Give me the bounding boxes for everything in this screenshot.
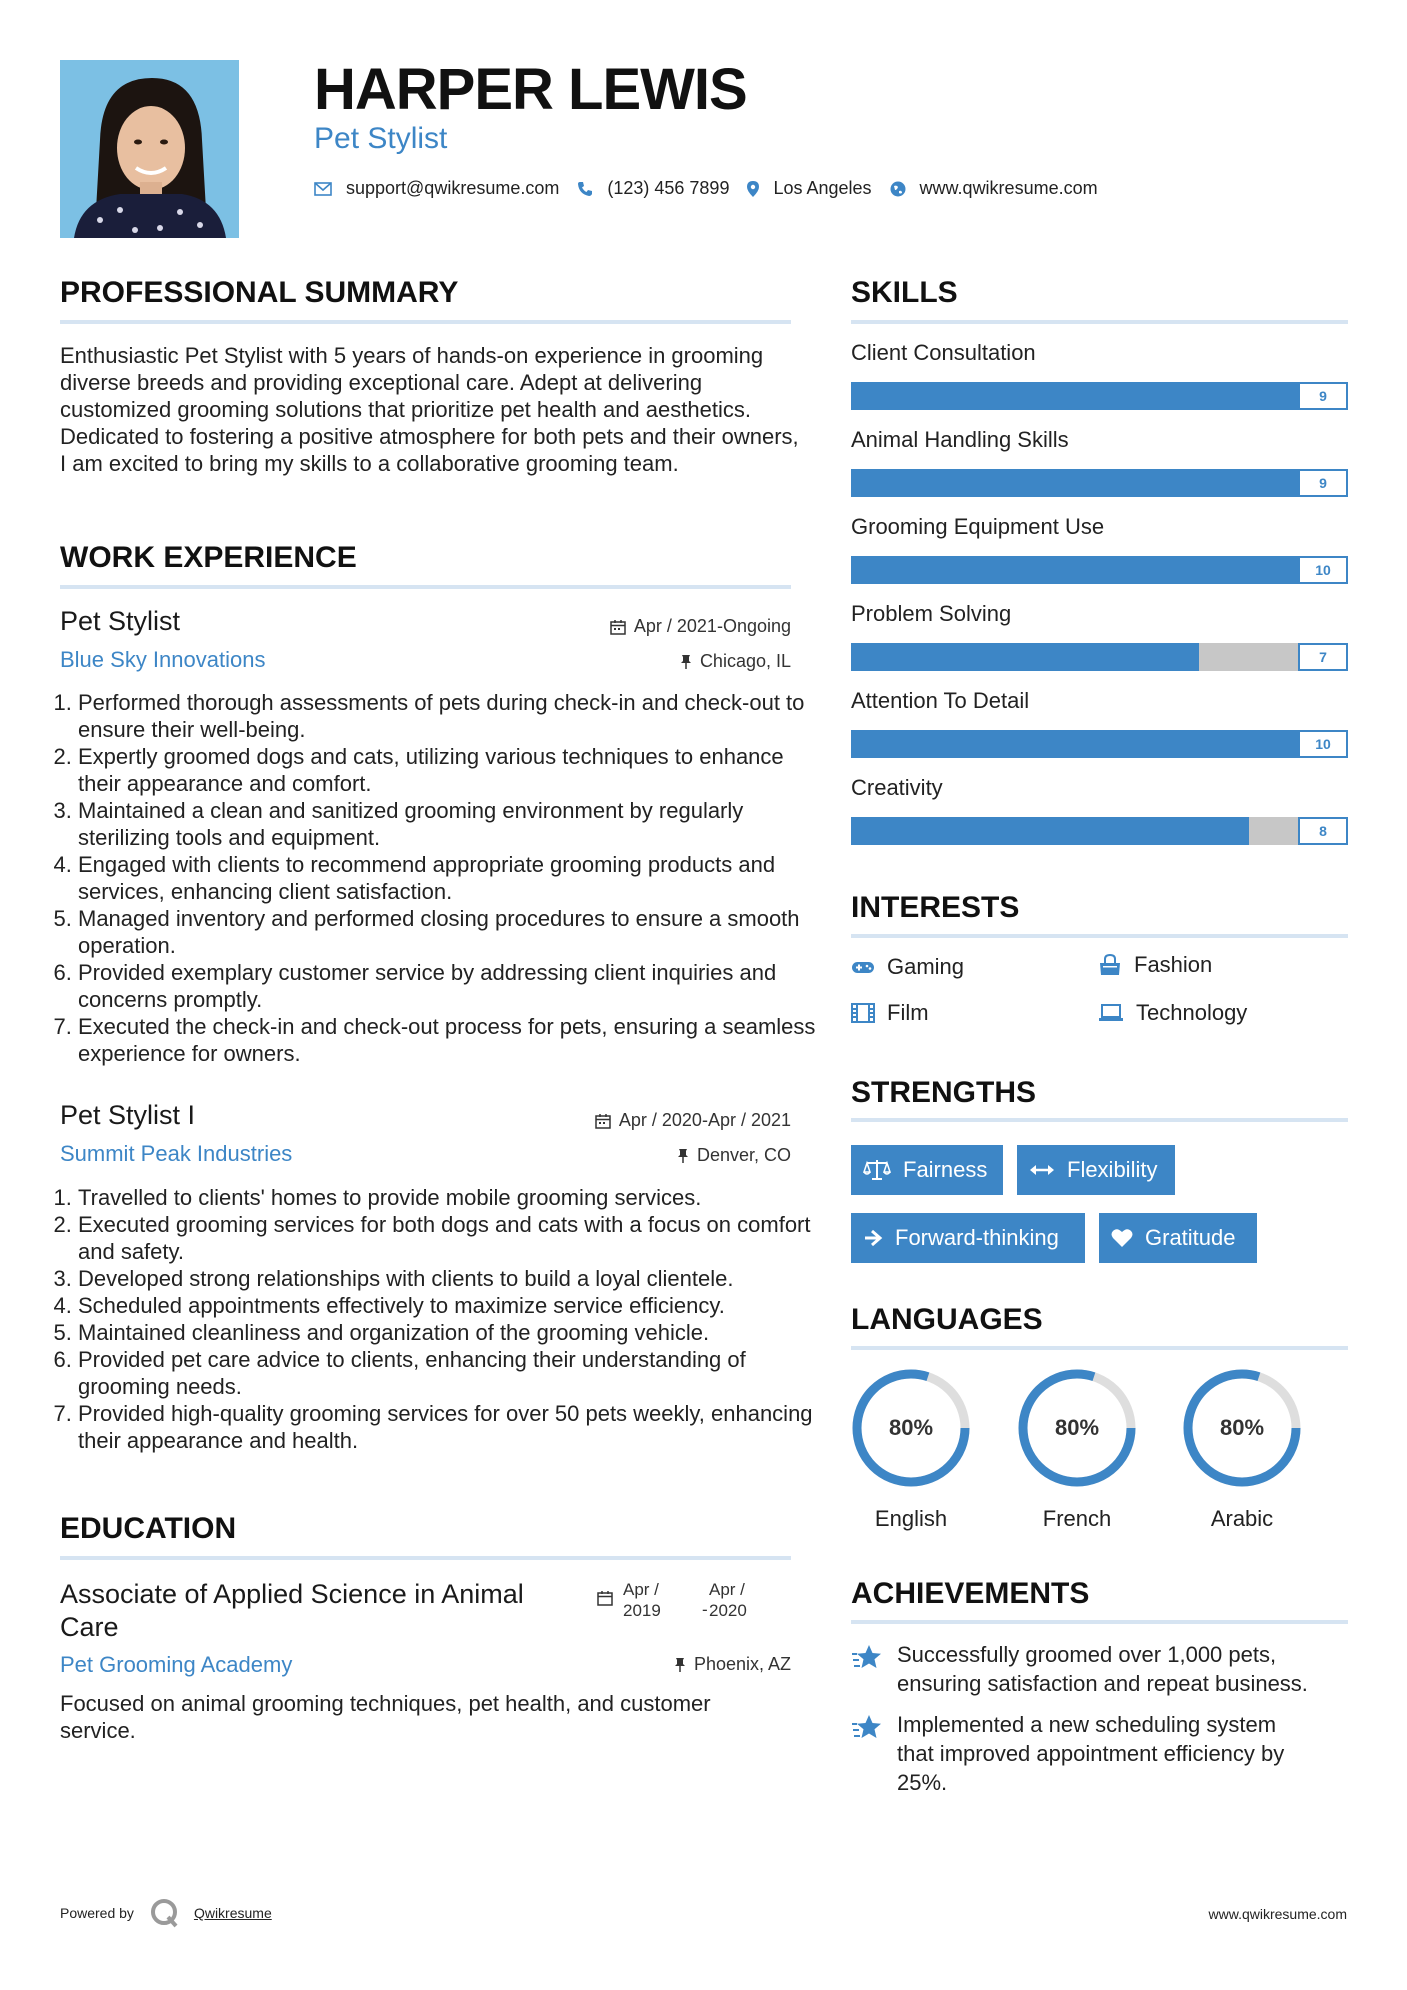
list-item: 4. Engaged with clients to recommend appropriate grooming products and services, enhancing client satisfaction. <box>78 851 823 905</box>
envelope-icon <box>314 182 332 196</box>
experience-heading: WORK EXPERIENCE <box>60 541 357 574</box>
language-item <box>1182 1368 1302 1538</box>
education-location <box>674 1654 791 1675</box>
website-text: www.qwikresume.com <box>919 178 1098 198</box>
education-start-year: 2019 <box>623 1601 661 1620</box>
language-name: English <box>874 1506 948 1531</box>
skill-name: Client Consultation <box>851 340 1036 365</box>
interest-gaming <box>851 954 964 980</box>
job-dates <box>610 616 791 637</box>
email-text: support@qwikresume.com <box>346 178 560 198</box>
job-dates <box>595 1110 791 1131</box>
contact-phone[interactable] <box>577 178 729 199</box>
skill-name: Problem Solving <box>851 601 1012 626</box>
skill-bar-fill <box>851 556 1348 584</box>
gamepad-icon <box>851 959 875 975</box>
heart-icon <box>1111 1228 1133 1248</box>
skills-heading: SKILLS <box>851 276 958 309</box>
skill-bar <box>851 382 1348 410</box>
languages-rule <box>851 1346 1348 1350</box>
achievement-item <box>851 1640 1348 1698</box>
achievement-item <box>851 1710 1311 1797</box>
education-start-month: Apr / <box>623 1580 659 1599</box>
interests-heading: INTERESTS <box>851 891 1020 924</box>
list-item: 3. Developed strong relationships with clients to build a loyal clientele. <box>78 1265 823 1292</box>
job-location-text: Chicago, IL <box>699 651 791 671</box>
interest-label: Film <box>887 1000 929 1025</box>
list-item: 7. Executed the check-in and check-out process for pets, ensuring a seamless experience for owners. <box>78 1013 823 1067</box>
skill-bar-fill <box>851 817 1249 845</box>
contact-location <box>747 178 871 199</box>
skill-bar <box>851 556 1348 584</box>
interest-label: Technology <box>1136 1000 1248 1025</box>
summary-text: Enthusiastic Pet Stylist with 5 years of hands-on experience in grooming diverse breeds and providing exceptional care. Adept at delivering customized grooming solutions that prioritize pet health and aesthetics. Dedicated to fostering a positive atmosphere for both pets and their owners, I am excited to bring my skills to a collaborative grooming team. <box>60 343 799 476</box>
education-end-date <box>709 1579 747 1621</box>
skill-level-badge: 8 <box>1298 817 1348 845</box>
list-item: 5. Maintained cleanliness and organization of the grooming vehicle. <box>78 1319 823 1346</box>
education-end-month: Apr / <box>709 1580 745 1599</box>
interest-label: Gaming <box>887 954 965 979</box>
star-icon <box>851 1644 883 1672</box>
job-dates-text: Apr / 2020-Apr / 2021 <box>618 1110 791 1130</box>
globe-icon <box>890 181 906 197</box>
strength-fairness <box>851 1145 1003 1195</box>
languages-heading: LANGUAGES <box>851 1303 1043 1336</box>
skill-bar <box>851 469 1348 497</box>
list-item: 6. Provided pet care advice to clients, enhancing their understanding of grooming needs. <box>78 1346 823 1400</box>
list-item: 7. Provided high-quality grooming services for over 50 pets weekly, enhancing their appearance and health. <box>78 1400 823 1454</box>
skill-bar-fill <box>851 382 1298 410</box>
powered-by-label: Powered by <box>60 1905 134 1921</box>
job-location <box>680 651 791 672</box>
laptop-icon <box>1098 1004 1124 1022</box>
strength-label: Fairness <box>903 1157 988 1182</box>
list-item: 4. Scheduled appointments effectively to maximize service efficiency. <box>78 1292 823 1319</box>
calendar-icon <box>595 1113 611 1129</box>
list-item: 1. Performed thorough assessments of pets during check-in and check-out to ensure their well-being. <box>78 689 823 743</box>
phone-text: (123) 456 7899 <box>607 178 730 198</box>
qwikresume-logo-icon <box>148 1898 182 1928</box>
interest-technology <box>1098 1000 1247 1026</box>
candidate-name: HARPER LEWIS <box>314 57 747 122</box>
star-icon <box>851 1714 883 1742</box>
education-start-date <box>623 1579 661 1621</box>
calendar-icon <box>610 619 626 635</box>
job-title: Pet Stylist <box>60 606 181 636</box>
interests-rule <box>851 934 1348 938</box>
summary-heading: PROFESSIONAL SUMMARY <box>60 276 459 309</box>
contact-website[interactable] <box>890 178 1098 199</box>
education-end-year: 2020 <box>709 1601 747 1620</box>
film-icon <box>851 1003 875 1023</box>
summary-rule <box>60 320 791 324</box>
pushpin-icon <box>674 1657 686 1673</box>
map-pin-icon <box>747 181 759 197</box>
phone-icon <box>577 181 593 197</box>
list-item: 2. Expertly groomed dogs and cats, utilizing various techniques to enhance their appearance and comfort. <box>78 743 823 797</box>
language-item <box>1017 1368 1137 1538</box>
list-item: 6. Provided exemplary customer service by addressing client inquiries and concerns promptly. <box>78 959 823 1013</box>
arrow-right-icon <box>863 1229 883 1247</box>
education-location-text: Phoenix, AZ <box>693 1654 791 1674</box>
language-percent: 80% <box>1219 1415 1265 1440</box>
strengths-heading: STRENGTHS <box>851 1076 1037 1109</box>
job-title: Pet Stylist I <box>60 1100 196 1130</box>
strength-label: Gratitude <box>1145 1225 1236 1250</box>
job-location-text: Denver, CO <box>696 1145 791 1165</box>
strengths-rule <box>851 1118 1348 1122</box>
skill-bar-fill <box>851 643 1199 671</box>
list-item: 3. Maintained a clean and sanitized grooming environment by regularly sterilizing tools and equipment. <box>78 797 823 851</box>
profile-photo <box>60 60 239 238</box>
list-item: 2. Executed grooming services for both dogs and cats with a focus on comfort and safety. <box>78 1211 823 1265</box>
achievements-rule <box>851 1620 1348 1624</box>
interest-film <box>851 1000 929 1026</box>
skill-level-badge: 7 <box>1298 643 1348 671</box>
job-bullets <box>60 1184 823 1454</box>
degree-title: Associate of Applied Science in Animal Care <box>60 1579 524 1642</box>
candidate-role: Pet Stylist <box>314 122 448 155</box>
skill-bar-fill <box>851 730 1348 758</box>
skill-level-badge: 10 <box>1298 556 1348 584</box>
education-heading: EDUCATION <box>60 1512 237 1545</box>
strength-label: Flexibility <box>1067 1157 1158 1182</box>
contact-bar <box>314 178 1116 199</box>
experience-rule <box>60 585 791 589</box>
skill-bar <box>851 730 1348 758</box>
job-dates-text: Apr / 2021-Ongoing <box>633 616 791 636</box>
interest-label: Fashion <box>1134 952 1213 977</box>
list-item: 5. Managed inventory and performed closing procedures to ensure a smooth operation. <box>78 905 823 959</box>
pushpin-icon <box>680 654 692 670</box>
skill-level-badge: 9 <box>1298 469 1348 497</box>
calendar-icon <box>597 1590 613 1611</box>
education-rule <box>60 1556 791 1560</box>
date-separator: - <box>702 1600 708 1619</box>
skill-level-badge: 9 <box>1298 382 1348 410</box>
strength-gratitude <box>1099 1213 1257 1263</box>
list-item: 1. Travelled to clients' homes to provide mobile grooming services. <box>78 1184 823 1211</box>
language-percent: 80% <box>1054 1415 1100 1440</box>
arrows-horizontal-icon <box>1029 1163 1055 1177</box>
skills-rule <box>851 320 1348 324</box>
education-description: Focused on animal grooming techniques, pet health, and customer service. <box>60 1691 711 1743</box>
skill-name: Creativity <box>851 775 943 800</box>
skill-bar <box>851 643 1348 671</box>
company-name: Blue Sky Innovations <box>60 647 266 672</box>
language-item <box>851 1368 971 1538</box>
strength-forward-thinking <box>851 1213 1085 1263</box>
strength-label: Forward-thinking <box>895 1225 1059 1250</box>
skill-bar <box>851 817 1348 845</box>
qwikresume-link[interactable]: Qwikresume <box>193 1905 272 1921</box>
job-location <box>677 1145 791 1166</box>
language-percent: 80% <box>888 1415 934 1440</box>
language-name: Arabic <box>1210 1506 1274 1531</box>
achievement-text: Implemented a new scheduling system that improved appointment efficiency by 25%. <box>897 1712 1285 1795</box>
skill-name: Animal Handling Skills <box>851 427 1069 452</box>
school-name: Pet Grooming Academy <box>60 1652 293 1677</box>
company-name: Summit Peak Industries <box>60 1141 293 1166</box>
skill-name: Grooming Equipment Use <box>851 514 1105 539</box>
achievements-heading: ACHIEVEMENTS <box>851 1577 1090 1610</box>
balance-scale-icon <box>863 1159 891 1181</box>
language-name: French <box>1042 1506 1112 1531</box>
skill-bar-fill <box>851 469 1298 497</box>
achievement-text: Successfully groomed over 1,000 pets, ensuring satisfaction and repeat business. <box>897 1642 1308 1696</box>
strength-flexibility <box>1017 1145 1175 1195</box>
job-bullets <box>60 689 823 1067</box>
skill-level-badge: 10 <box>1298 730 1348 758</box>
interest-fashion <box>1098 952 1212 978</box>
shopping-bag-icon <box>1098 954 1122 976</box>
skill-name: Attention To Detail <box>851 688 1030 713</box>
footer-website[interactable]: www.qwikresume.com <box>1208 1906 1347 1922</box>
footer-powered-by <box>60 1898 272 1928</box>
location-text: Los Angeles <box>773 178 872 198</box>
pushpin-icon <box>677 1148 689 1164</box>
contact-email[interactable] <box>314 178 559 199</box>
